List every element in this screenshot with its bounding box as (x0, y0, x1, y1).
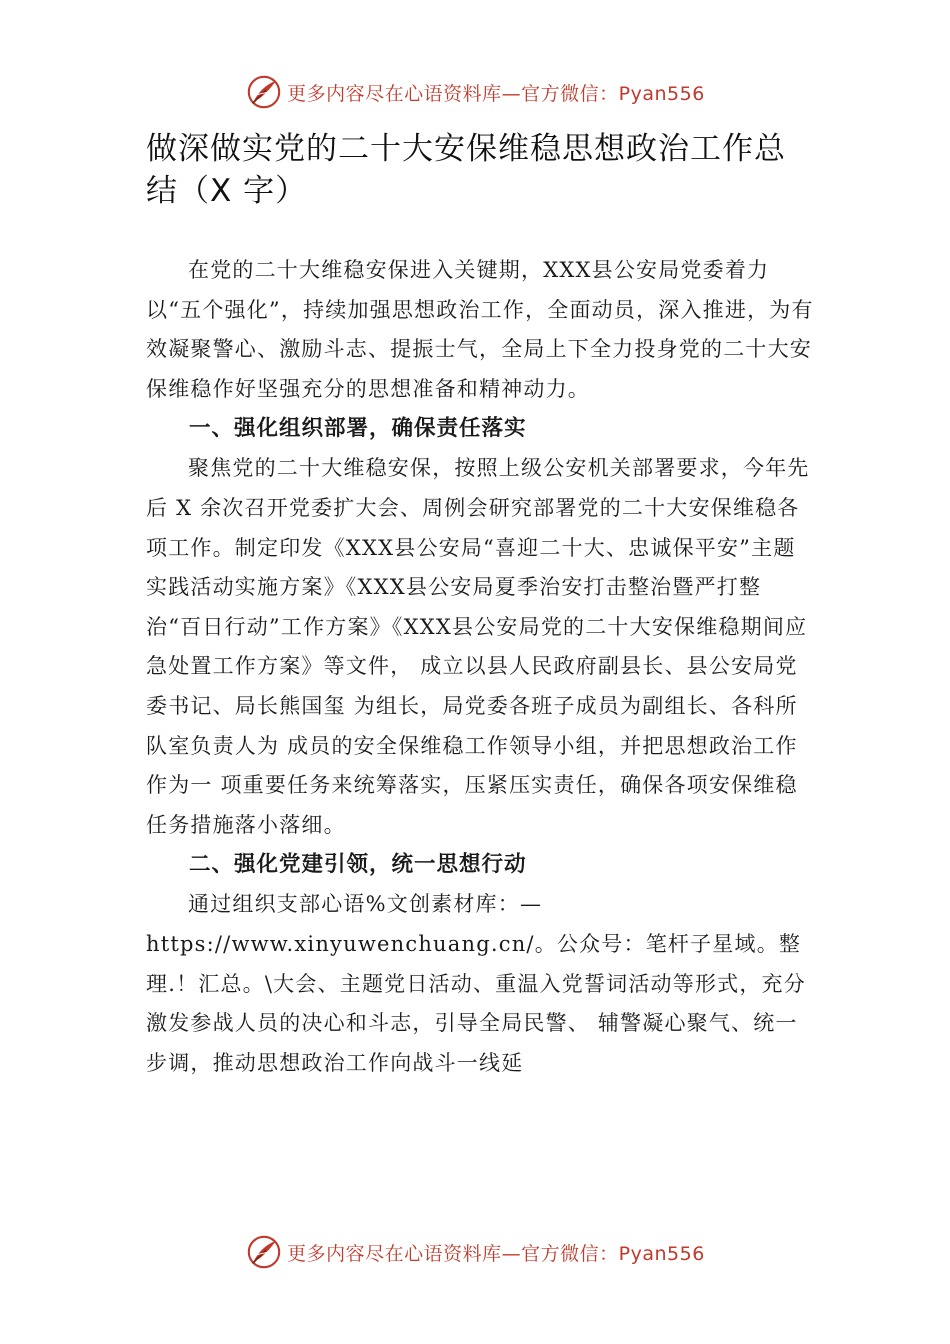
header-watermark (0, 70, 950, 114)
document-body (146, 251, 816, 1083)
feather-logo-icon (245, 1233, 283, 1271)
section-1-heading: 一、强化组织部署，确保责任落实 (189, 416, 527, 442)
section-2-paragraph: 通过组织支部心语%文创素材库：—https://www.xinyuwenchuang.cn/。公众号：笔杆子星域。整理.！汇总。\大会、主题党日活动、重温入党誓词活动等形式，充分激发参战人员的决心和斗志，引导全局民警、 辅警凝心聚气、统一步调，推动思想政治工作向战斗一线延 (146, 892, 806, 1075)
intro-paragraph: 在党的二十大维稳安保进入关键期，XXX县公安局党委着力以“五个强化”，持续加强思想政治工作，全面动员，深入推进，为有效凝聚警心、激励斗志、提振士气，全局上下全力投身党的二十大安保维稳作好坚强充分的思想准备和精神动力。 (146, 258, 814, 401)
watermark-text: 更多内容尽在心语资料库—官方微信：Pyan556 (287, 1242, 705, 1265)
feather-logo-icon (245, 73, 283, 111)
section-2-heading: 二、强化党建引领，统一思想行动 (189, 852, 527, 878)
footer-watermark (0, 1230, 950, 1274)
watermark-text: 更多内容尽在心语资料库—官方微信：Pyan556 (287, 82, 705, 105)
document-title: 做深做实党的二十大安保维稳思想政治工作总结（X 字） (146, 131, 786, 209)
section-1-paragraph: 聚焦党的二十大维稳安保，按照上级公安机关部署要求，今年先后 X 余次召开党委扩大会、周例会研究部署党的二十大安保维稳各项工作。制定印发《XXX县公安局“喜迎二十大、忠诚保平安”主题实践活动实施方案》《XXX县公安局夏季治安打击整治暨严打整治“百日行动”工作方案》《XXX县公安局党的二十大安保维稳期间应急处置工作方案》等文件， 成立以县人民政府副县长、县公安局党委书记、局长熊国玺 为组长，局党委各班子成员为副组长、各科所队室负责人为 成员的安全保维稳工作领导小组，并把思想政治工作作为一 项重要任务来统筹落实，压紧压实责任，确保各项安保维稳 任务措施落小落细。 (146, 456, 810, 837)
